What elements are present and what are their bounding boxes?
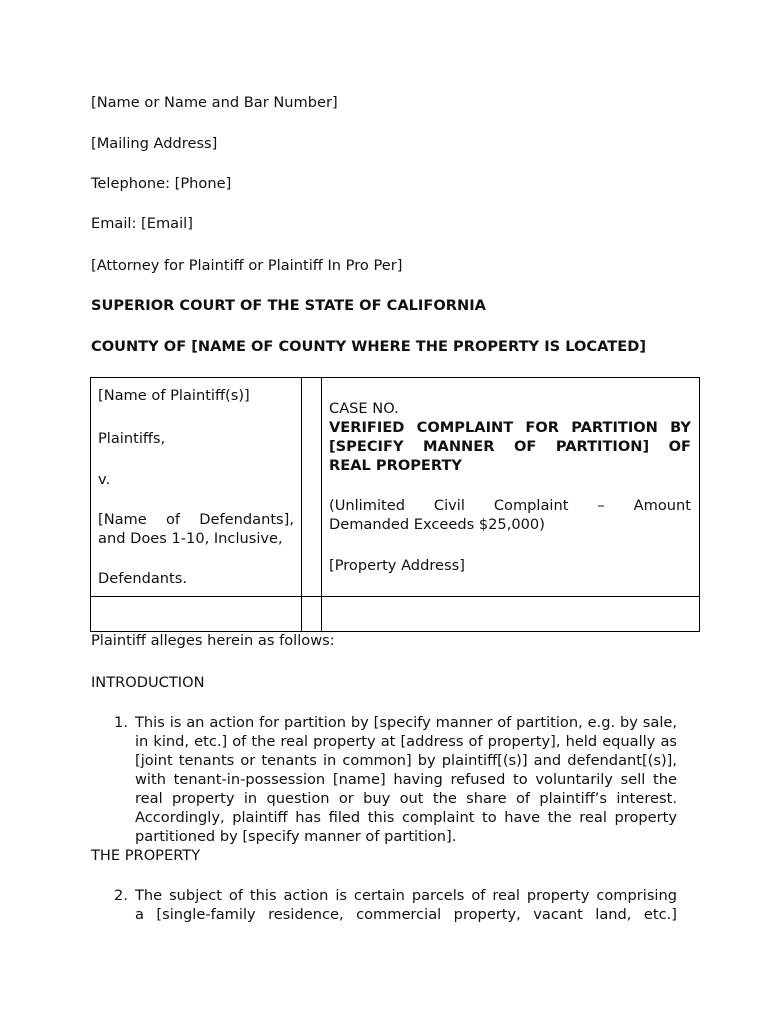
complaint-title-line1: VERIFIED COMPLAINT FOR PARTITION BY: [329, 419, 691, 436]
item-1-number: 1.: [114, 714, 128, 731]
parties-cell: [91, 378, 302, 597]
complaint-title-line3: REAL PROPERTY: [329, 457, 462, 474]
telephone-line: Telephone: [Phone]: [91, 175, 232, 192]
defendants-name-line2: and Does 1-10, Inclusive,: [98, 530, 283, 547]
case-caption-table: [90, 377, 700, 632]
item-2-number: 2.: [114, 887, 128, 904]
alleges-intro: Plaintiff alleges herein as follows:: [91, 632, 335, 649]
plaintiffs-label: Plaintiffs,: [98, 430, 166, 447]
caption-empty-cell-middle: [302, 597, 322, 632]
caption-empty-cell-left: [91, 597, 302, 632]
property-address: [Property Address]: [329, 557, 465, 574]
mailing-address-line: [Mailing Address]: [91, 135, 218, 152]
case-number-label: CASE NO.: [329, 400, 399, 417]
attorney-for-line: [Attorney for Plaintiff or Plaintiff In Pro Per]: [91, 257, 403, 274]
introduction-heading: INTRODUCTION: [91, 674, 205, 691]
caption-divider-cell: [302, 378, 322, 597]
item-2-line1: The subject of this action is certain parcels of real property comprising: [135, 887, 677, 904]
case-info-cell: [322, 378, 700, 597]
caption-empty-cell-right: [322, 597, 700, 632]
attorney-name-line: [Name or Name and Bar Number]: [91, 94, 338, 111]
civil-type-line2: Demanded Exceeds $25,000): [329, 516, 545, 533]
defendants-label: Defendants.: [98, 570, 188, 587]
court-name: SUPERIOR COURT OF THE STATE OF CALIFORNIA: [91, 297, 486, 314]
plaintiff-name: [Name of Plaintiff(s)]: [98, 387, 250, 404]
email-line: Email: [Email]: [91, 215, 193, 232]
defendants-name-line1: [Name of Defendants],: [98, 511, 294, 528]
item-1-paragraph: This is an action for partition by [specify manner of partition, e.g. by sale, in kind, etc.] of the real property at [address of property], held equally as [joint tenants or tenants in common] by plaintiff[(s)] and defendant[(s)], with tenant-in-possession [name] having refused to voluntarily sell the real property in question or buy out the share of plaintiff’s interest. Accordingly, plaintiff has filed this complaint to have the real property partitioned by [specify manner of partition].: [135, 714, 677, 845]
property-heading: THE PROPERTY: [91, 847, 201, 864]
county-heading: COUNTY OF [NAME OF COUNTY WHERE THE PROPERTY IS LOCATED]: [91, 338, 646, 355]
versus-label: v.: [98, 471, 111, 488]
complaint-title-line2: [SPECIFY MANNER OF PARTITION] OF: [329, 438, 691, 455]
civil-type-line1: (Unlimited Civil Complaint – Amount: [329, 497, 691, 514]
item-2-line2: a [single-family residence, commercial property, vacant land, etc.]: [135, 906, 677, 923]
